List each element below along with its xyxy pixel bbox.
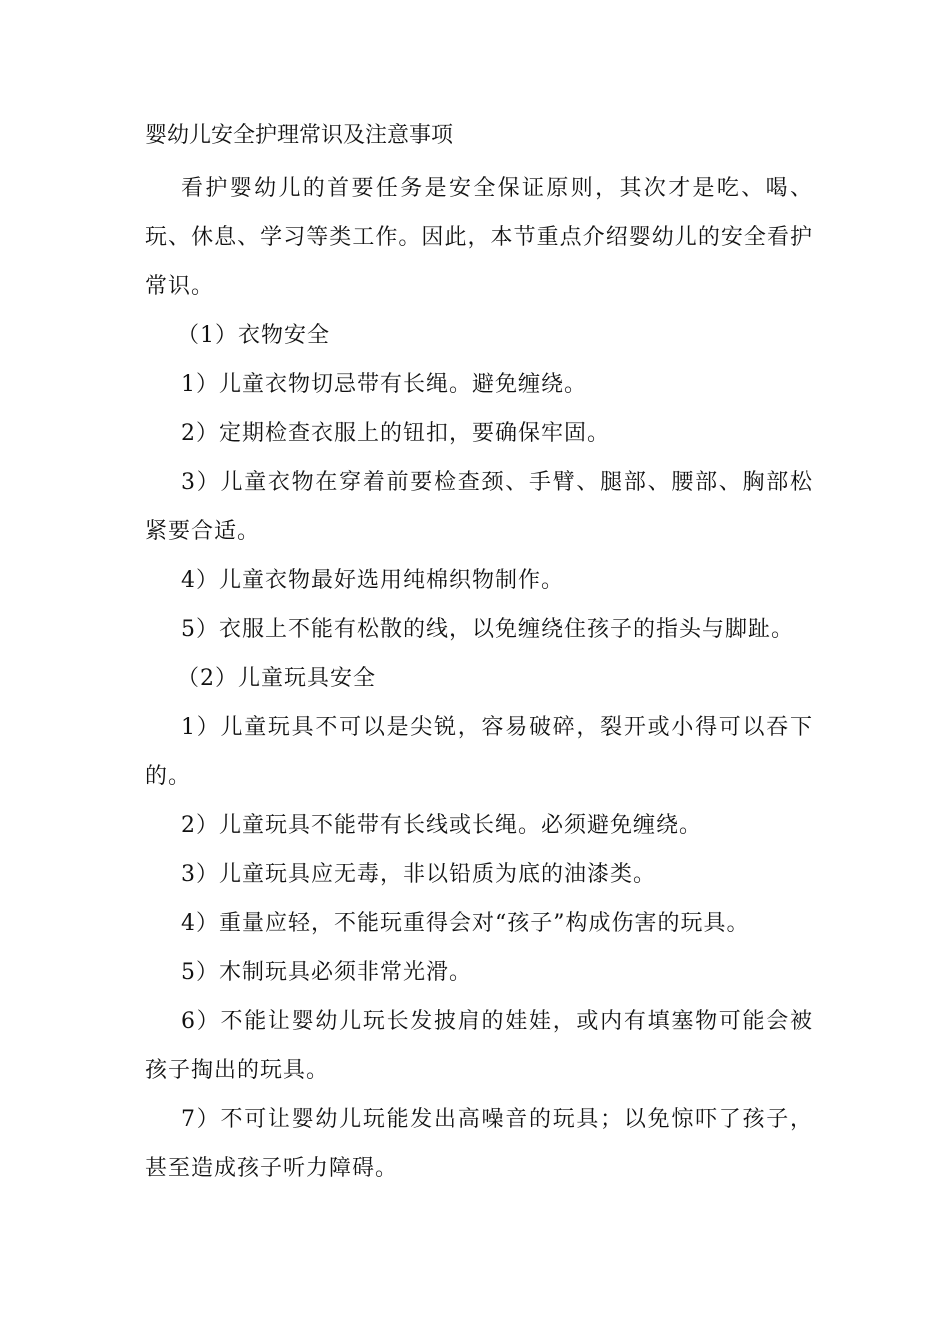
list-item: 7）不可让婴幼儿玩能发出高噪音的玩具；以免惊吓了孩子，甚至造成孩子听力障碍。 <box>145 1107 813 1181</box>
section-heading: （1）衣物安全 <box>177 323 330 348</box>
document-title: 婴幼儿安全护理常识及注意事项 <box>145 123 454 148</box>
list-item: 1）儿童衣物切忌带有长绳。避免缠绕。 <box>181 372 587 397</box>
list-item: 3）儿童玩具应无毒，非以铅质为底的油漆类。 <box>181 862 656 887</box>
list-item: 4）重量应轻，不能玩重得会对“孩子”构成伤害的玩具。 <box>181 911 750 936</box>
list-item: 4）儿童衣物最好选用纯棉织物制作。 <box>181 568 564 593</box>
list-item: 1）儿童玩具不可以是尖锐，容易破碎，裂开或小得可以吞下的。 <box>145 715 813 789</box>
list-item: 3）儿童衣物在穿着前要检查颈、手臂、腿部、腰部、胸部松紧要合适。 <box>145 470 813 544</box>
intro-paragraph: 看护婴幼儿的首要任务是安全保证原则，其次才是吃、喝、玩、休息、学习等类工作。因此，本节重点介绍婴幼儿的安全看护常识。 <box>145 176 813 299</box>
list-item: 2）儿童玩具不能带有长线或长绳。必须避免缠绕。 <box>181 813 702 838</box>
document-page <box>145 116 813 1193</box>
list-item: 5）木制玩具必须非常光滑。 <box>181 960 472 985</box>
section-toys <box>145 654 813 1193</box>
section-clothing <box>145 311 813 654</box>
list-item: 2）定期检查衣服上的钮扣，要确保牢固。 <box>181 421 610 446</box>
section-heading: （2）儿童玩具安全 <box>177 666 376 691</box>
list-item: 6）不能让婴幼儿玩长发披肩的娃娃，或内有填塞物可能会被孩子掏出的玩具。 <box>145 1009 813 1083</box>
list-item: 5）衣服上不能有松散的线，以免缠绕住孩子的指头与脚趾。 <box>181 617 794 642</box>
